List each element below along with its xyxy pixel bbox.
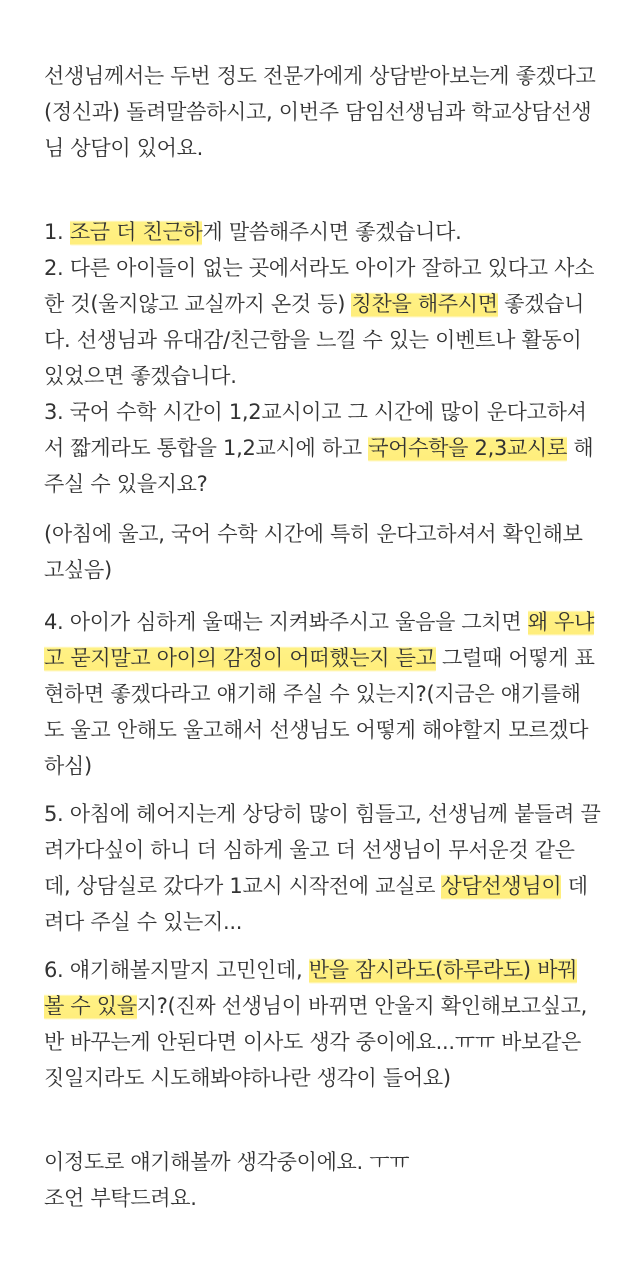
- text-segment: 해: [566, 436, 594, 460]
- text-segment: 데, 상담실로 갔다가 1교시 시작전에 교실로: [44, 874, 442, 898]
- text-segment: 1.: [44, 220, 70, 244]
- text-segment: 게 말씀해주시면 좋겠습니다.: [202, 220, 462, 244]
- text-line: [44, 94, 591, 130]
- text-segment: 그럴때 어떻게 표: [435, 646, 595, 670]
- text-line: [44, 988, 587, 1024]
- highlighted-text: 국어수학을 2,3교시로: [368, 436, 567, 460]
- text-line: [44, 58, 596, 94]
- highlighted-text: 칭찬을 해주시면: [351, 292, 498, 316]
- text-segment: 한 것(울지않고 교실까지 온것 등): [44, 292, 352, 316]
- text-segment: 다. 선생님과 유대감/친근함을 느낄 수 있는 이벤트나 활동이: [44, 328, 582, 352]
- text-segment: 4. 아이가 심하게 울때는 지켜봐주시고 울음을 그치면: [44, 610, 528, 634]
- text-segment: 현하면 좋겠다라고 얘기해 주실 수 있는지?(지금은 얘기를해: [44, 682, 581, 706]
- text-line: [44, 250, 594, 286]
- highlighted-text: 조금 더 친근하: [69, 220, 203, 244]
- text-line: [44, 952, 577, 988]
- highlighted-text: 상담선생님이: [441, 874, 562, 898]
- highlighted-text: 볼 수 있을: [44, 994, 137, 1018]
- text-line: [44, 796, 600, 832]
- text-segment: 도 울고 안해도 울고해서 선생님도 어떻게 해야할지 모르겠다: [44, 718, 589, 742]
- text-segment: 려가다싶이 하니 더 심하게 울고 더 선생님이 무서운것 같은: [44, 838, 575, 862]
- text-segment: 선생님께서는 두번 정도 전문가에게 상담받아보는게 좋겠다고: [44, 64, 596, 88]
- text-segment: 반 바꾸는게 안된다면 이사도 생각 중이에요...ㅠㅠ 바보같은: [44, 1030, 582, 1054]
- text-segment: 좋겠습니: [497, 292, 585, 316]
- text-segment: 님 상담이 있어요.: [44, 136, 204, 160]
- text-line: [44, 1060, 451, 1096]
- text-line: [44, 430, 593, 466]
- text-line: [44, 868, 588, 904]
- text-segment: 있었으면 좋겠습니다.: [44, 364, 237, 388]
- text-segment: 하심): [44, 754, 92, 778]
- text-segment: (정신과) 돌려말씀하시고, 이번주 담임선생님과 학교상담선생: [44, 100, 592, 124]
- text-line: [44, 1144, 409, 1180]
- text-segment: 주실 수 있을지요?: [44, 472, 208, 496]
- highlighted-text: 고 묻지말고 아이의 감정이 어떠했는지 듣고: [44, 646, 436, 670]
- text-segment: 이정도로 얘기해볼까 생각중이에요. ㅜㅠ: [44, 1150, 410, 1174]
- text-line: [44, 604, 594, 640]
- text-line: [44, 358, 237, 394]
- text-segment: 데: [561, 874, 588, 898]
- text-line: [44, 130, 203, 166]
- highlighted-text: 반을 잠시라도(하루라도) 바꿔: [308, 958, 578, 982]
- text-segment: 서 짧게라도 통합을 1,2교시에 하고: [44, 436, 369, 460]
- text-segment: 6. 얘기해볼지말지 고민인데,: [44, 958, 309, 982]
- text-segment: 2. 다른 아이들이 없는 곳에서라도 아이가 잘하고 있다고 사소: [44, 256, 595, 280]
- text-segment: 지?(진짜 선생님이 바뀌면 안울지 확인해보고싶고,: [136, 994, 588, 1018]
- highlighted-text: 왜 우냐: [527, 610, 595, 634]
- text-segment: 조언 부탁드려요.: [44, 1186, 197, 1210]
- text-line: [44, 516, 583, 552]
- text-segment: 고싶음): [44, 558, 112, 582]
- text-segment: 려다 주실 수 있는지...: [44, 910, 243, 934]
- text-line: [44, 904, 242, 940]
- text-line: [44, 552, 112, 588]
- text-line: [44, 1024, 581, 1060]
- text-line: [44, 394, 587, 430]
- text-line: [44, 748, 92, 784]
- text-line: [44, 712, 588, 748]
- text-line: [44, 676, 581, 712]
- text-line: [44, 640, 595, 676]
- text-line: [44, 832, 575, 868]
- text-line: [44, 1180, 197, 1216]
- text-line: [44, 286, 584, 322]
- text-line: [44, 322, 581, 358]
- text-line: [44, 214, 461, 250]
- text-segment: 3. 국어 수학 시간이 1,2교시이고 그 시간에 많이 운다고하셔: [44, 400, 587, 424]
- text-segment: (아침에 울고, 국어 수학 시간에 특히 운다고하셔서 확인해보: [44, 522, 583, 546]
- text-segment: 짓일지라도 시도해봐야하나란 생각이 들어요): [44, 1066, 451, 1090]
- text-line: [44, 466, 208, 502]
- text-segment: 5. 아침에 헤어지는게 상당히 많이 힘들고, 선생님께 붙들려 끌: [44, 802, 601, 826]
